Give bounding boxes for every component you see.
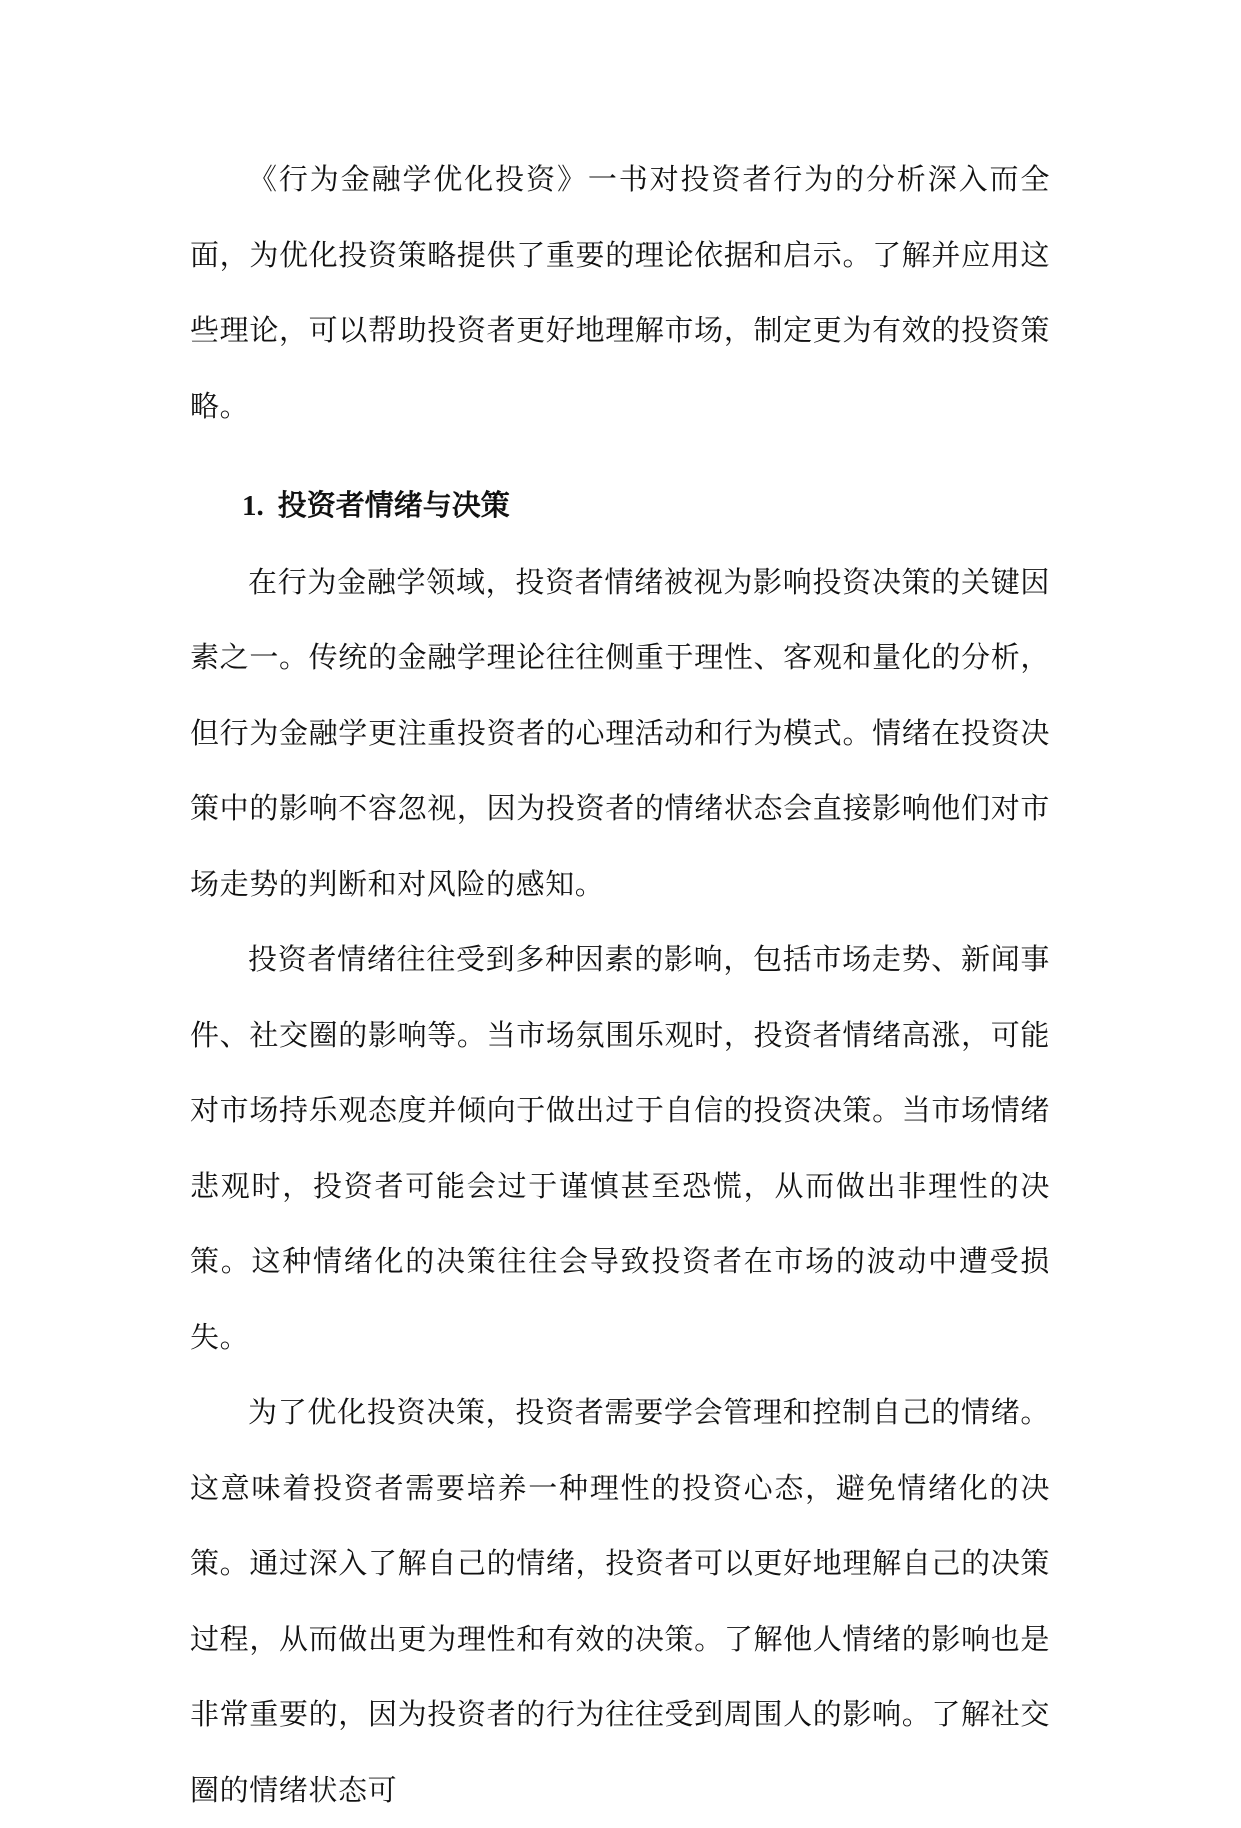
- document-body: [190, 142, 1050, 1828]
- intro-paragraph: 《行为金融学优化投资》一书对投资者行为的分析深入而全面，为优化投资策略提供了重要的理论依据和启示。了解并应用这些理论，可以帮助投资者更好地理解市场，制定更为有效的投资策略。: [190, 162, 1050, 423]
- section-title: 投资者情绪与决策: [277, 488, 510, 522]
- body-paragraph-2: 投资者情绪往往受到多种因素的影响，包括市场走势、新闻事件、社交圈的影响等。当市场氛围乐观时，投资者情绪高涨，可能对市场持乐观态度并倾向于做出过于自信的投资决策。当市场情绪悲观时，投资者可能会过于谨慎甚至恐慌，从而做出非理性的决策。这种情绪化的决策往往会导致投资者在市场的波动中遭受损失。: [190, 942, 1050, 1354]
- body-paragraph-1: 在行为金融学领域，投资者情绪被视为影响投资决策的关键因素之一。传统的金融学理论往往侧重于理性、客观和量化的分析，但行为金融学更注重投资者的心理活动和行为模式。情绪在投资决策中的影响不容忽视，因为投资者的情绪状态会直接影响他们对市场走势的判断和对风险的感知。: [190, 564, 1050, 901]
- body-paragraph-3: 为了优化投资决策，投资者需要学会管理和控制自己的情绪。这意味着投资者需要培养一种理性的投资心态，避免情绪化的决策。通过深入了解自己的情绪，投资者可以更好地理解自己的决策过程，从而做出更为理性和有效的决策。了解他人情绪的影响也是非常重要的，因为投资者的行为往往受到周围人的影响。了解社交圈的情绪状态可: [190, 1395, 1050, 1807]
- section-heading: [190, 468, 1050, 545]
- section-number: 1.: [242, 490, 264, 522]
